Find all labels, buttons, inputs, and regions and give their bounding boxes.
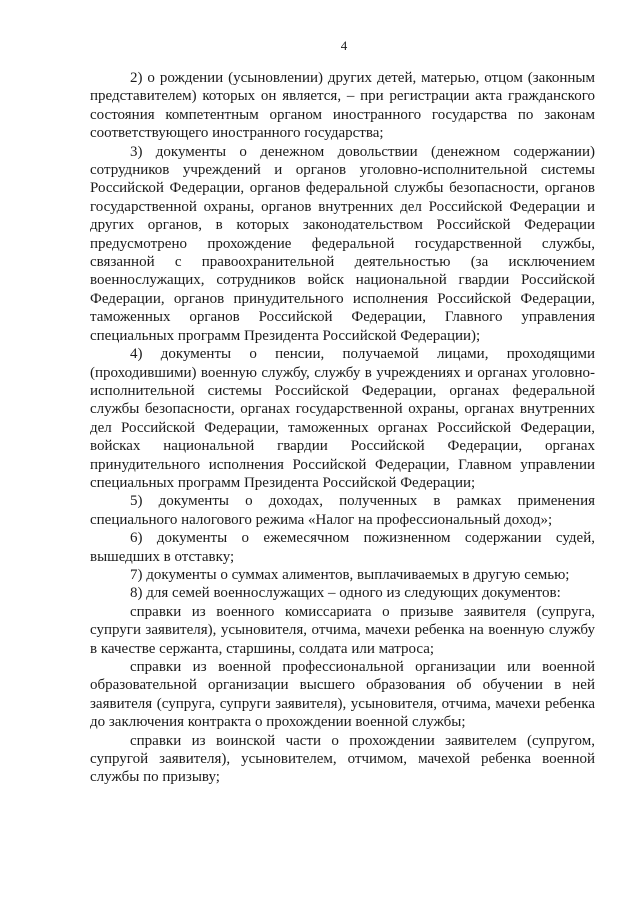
paragraph-item-7: 7) документы о суммах алиментов, выплачиваемых в другую семью; bbox=[130, 566, 570, 583]
paragraph-item-4: 4) документы о пенсии, получаемой лицами, проходящими (проходившими) военную службу, службу в учреждениях и органах уголовно-исполнительной системы Российской Федерации, органах федеральной службы безопасности, органах государственной охраны, органах внутренних дел Российской Федерации, таможенных органах Российской Федерации, войсках национальной гвардии Российской Федерации, органах принудительного исполнения Российской Федерации, Главном управлении специальных программ Президента Российской Федерации; bbox=[90, 346, 595, 491]
paragraph-military-unit: справки из воинской части о прохождении заявителем (супругом, супругой заявителя), усыновителем, отчимом, мачехой ребенка военной службы по призыву; bbox=[90, 732, 595, 786]
paragraph-item-8: 8) для семей военнослужащих – одного из следующих документов: bbox=[130, 585, 561, 602]
document-body bbox=[90, 69, 595, 787]
paragraph-item-5: 5) документы о доходах, полученных в рамках применения специального налогового режима «Налог на профессиональный доход»; bbox=[90, 493, 595, 528]
paragraph-military-commissariat: справки из военного комиссариата о призыве заявителя (супруга, супруги заявителя), усыновителя, отчима, мачехи ребенка на военную службу в качестве сержанта, старшины, солдата или матроса; bbox=[90, 603, 595, 657]
paragraph-item-6: 6) документы о ежемесячном пожизненном содержании судей, вышедших в отставку; bbox=[90, 530, 595, 565]
paragraph-military-education: справки из военной профессиональной организации или военной образовательной организации высшего образования об обучении в ней заявителя (супруга, супруги заявителя), усыновителя, отчима, мачехи ребенка до заключения контракта о прохождении военной службы; bbox=[90, 659, 595, 731]
paragraph-item-2: 2) о рождении (усыновлении) других детей, матерью, отцом (законным представителем) которых он является, – при регистрации акта гражданского состояния компетентным органом иностранного государства по законам соответствующего иностранного государства; bbox=[90, 70, 595, 142]
page-number: 4 bbox=[340, 38, 348, 53]
paragraph-item-3: 3) документы о денежном довольствии (денежном содержании) сотрудников учреждений и органов уголовно-исполнительной системы Российской Федерации, органов федеральной службы безопасности, органов государственной охраны, органов внутренних дел Российской Федерации и других органов, в которых законодательством Российской Федерации предусмотрено прохождение федеральной государственной службы, связанной с правоохранительной деятельностью (за исключением военнослужащих, сотрудников войск национальной гвардии Российской Федерации, органов принудительного исполнения Российской Федерации, таможенных органов Российской Федерации, Главного управления специальных программ Президента Российской Федерации); bbox=[90, 143, 595, 344]
